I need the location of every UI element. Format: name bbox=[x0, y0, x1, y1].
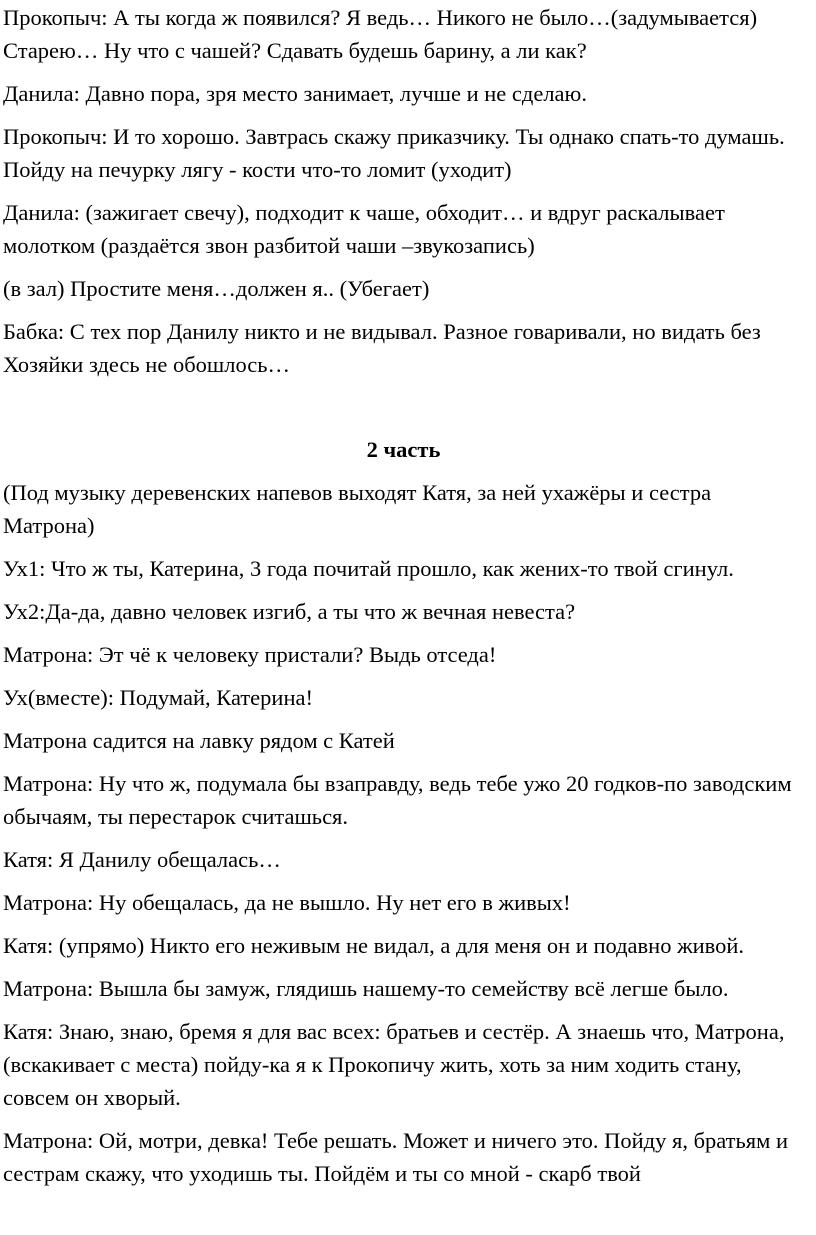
paragraph: Данила: (зажигает свечу), подходит к чаше, обходит… и вдруг раскалывает молотком (раздаётся звон разбитой чаши –звукозапись) bbox=[3, 200, 725, 258]
paragraph: Прокопыч: А ты когда ж появился? Я ведь… Никого не было…(задумывается) Старею… Ну что с чашей? Сдавать будешь барину, а ли как? bbox=[3, 5, 758, 63]
paragraph: Катя: Знаю, знаю, бремя я для вас всех: братьев и сестёр. А знаешь что, Матрона, (вскакивает с места) пойду-ка я к Прокопичу жить, хоть за ним ходить стану, совсем он хворый. bbox=[3, 1019, 785, 1110]
paragraph: Данила: Давно пора, зря место занимает, лучше и не сделаю. bbox=[3, 81, 587, 106]
paragraph: Ух(вместе): Подумай, Катерина! bbox=[3, 685, 313, 710]
paragraph: Матрона садится на лавку рядом с Катей bbox=[3, 728, 395, 753]
paragraph: Катя: Я Данилу обещалась… bbox=[3, 847, 281, 872]
paragraph: Матрона: Ну что ж, подумала бы взаправду, ведь тебе ужо 20 годков-по заводским обычаям, ты перестарок считашься. bbox=[3, 771, 792, 829]
paragraph: Ух2:Да-да, давно человек изгиб, а ты что ж вечная невеста? bbox=[3, 599, 576, 624]
paragraph: (в зал) Простите меня…должен я.. (Убегает) bbox=[3, 276, 430, 301]
section-heading: 2 часть bbox=[366, 437, 441, 462]
paragraph: Матрона: Ой, мотри, девка! Тебе решать. Может и ничего это. Пойду я, братьям и сестрам скажу, что уходишь ты. Пойдём и ты со мной - скарб твой bbox=[3, 1128, 789, 1186]
paragraph: Бабка: С тех пор Данилу никто и не видывал. Разное говаривали, но видать без Хозяйки здесь не обошлось… bbox=[3, 319, 761, 377]
paragraph: Катя: (упрямо) Никто его неживым не видал, а для меня он и подавно живой. bbox=[3, 933, 745, 958]
blank-line bbox=[3, 391, 804, 433]
paragraph: Матрона: Эт чё к человеку пристали? Выдь отседа! bbox=[3, 642, 497, 667]
paragraph: Ух1: Что ж ты, Катерина, 3 года почитай прошло, как жених-то твой сгинул. bbox=[3, 556, 734, 581]
paragraph: Матрона: Вышла бы замуж, глядишь нашему-то семейству всё легше было. bbox=[3, 976, 729, 1001]
paragraph: Прокопыч: И то хорошо. Завтрась скажу приказчику. Ты однако спать-то думашь. Пойду на печурку лягу - кости что-то ломит (уходит) bbox=[3, 124, 785, 182]
paragraph: Матрона: Ну обещалась, да не вышло. Ну нет его в живых! bbox=[3, 890, 571, 915]
paragraph: (Под музыку деревенских напевов выходят Катя, за ней ухажёры и сестра Матрона) bbox=[3, 480, 712, 538]
